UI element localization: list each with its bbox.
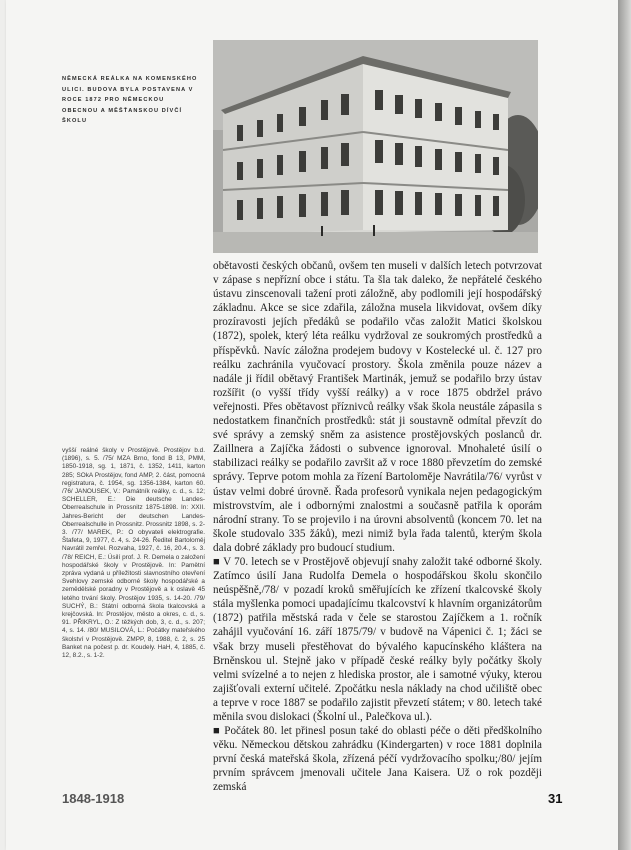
building-photo [213, 40, 538, 253]
main-body-text [213, 259, 542, 795]
body-paragraph-text: V 70. letech se v Prostějově objevují snahy založit také odborné školy. Zatímco úsilí Jana Rudolfa Demela o hospodářskou školu skončilo neúspěšně,/78/ v pozadí kroků směřujících ke zřízení tkalcovské školy stála myšlenka pomoci upadajícímu tkalcovství k hlavním organizátorům (1872) patřila městská rada v čele se starostou Zajíčkem a 1. ročník zahájil vyučování 16. září 1875/79/ v budově na Vápenici č. 1; žáci se však brzy museli přestěhovat do bývalého kapucínského kláštera na Brněnskou ul. Stejně jako v případě české reálky byly počátky školy velmi svízelné a to nejen z hlediska prostor, ale i samotné výuky, kterou zajišťovali externí učitelé. Zpočátku nesla náklady na chod učiliště obec a teprve v roce 1887 se podařilo zajistit převzetí státem; v 80. letech také měnila svou dislokaci (Školní ul., Palečkova ul.). [213, 555, 542, 723]
body-paragraph: obětavosti českých občanů, ovšem ten museli v dalších letech potvrzovat v zápase s nepřízní obce i státu. Ta šla tak daleko, že nepřátelé českého ústavu zinscenovali tažení proti záložně, aby podlomili její hospodářský základnu. Akce se sice zdařila, záložna musela likvidovat, ovšem díky prozíravosti jejích předáků se podařilo včas založit Matici školskou (1872), spolek, který léta reálku vydržoval ze soukromých prostředků a příspěvků. Navíc záložna prodejem budovy v Kostelecké ul. č. 127 pro reálku zachránila vyučovací prostory. Škola změnila pouze název a nadále ji řídil obětavý František Martinák, jemuž se podařilo brzy ústav rozšířit (o vyšší třídy vyšší reálky) a v roce 1875 obdržel právo veřejnosti. Přes obětavost příznivců reálky však škola neustále zápasila s nedostatkem finančních prostředků: stát ji soustavně odmítal převzít do své správy a zemský sněm za asistence prostějovských poslanců dr. Zaillnera a Zajíčka žádosti o subvence ignoroval. Mnohaleté úsilí o stabilizaci reálky se podařilo završit až v roce 1880 převzetím do zemské správy. Teprve potom mohla za řízení Bartoloměje Navrátila/76/ vyrůst v ústav velmi dobré úrovně. Řada profesorů vynikala nejen pedagogickým mistrovstvím, ale i odbornými znalostmi a současně patřila k oporám národní strany. To se projevilo i na úrovni absolventů (koncem 70. let na škole studovalo 335 žáků), mezi nimiž byla řada talentů, kterým škola dala dobré základy pro budoucí studium. [213, 260, 542, 554]
building-photo-illustration [213, 40, 538, 253]
page-edge-shadow [618, 0, 631, 850]
body-paragraph: ■ Počátek 80. let přinesl posun také do oblasti péče o děti předškolního věku. Německou dětskou zahrádku (Kindergarten) v roce 1881 doplnila první česká mateřská škola, zřízená péčí vydržovacího spolku;/80/ jejím prvním správcem jmenovali učitele Jana Kaisera. Už o rok později zemská [213, 725, 542, 794]
photo-caption: NĚMECKÁ REÁLKA NA KOMENSKÉHO ULICI. BUDOVA BYLA POSTAVENA V ROCE 1872 PRO NĚMECKOU OBECNOU A MĚŠŤANSKOU DÍVČÍ ŠKOLU [62, 76, 198, 124]
footer-period: 1848-1918 [62, 791, 125, 806]
page-number: 31 [548, 791, 563, 806]
footnotes-column: vyšší reálné školy v Prostějově. Prostějov b.d. (1896), s. 5. /75/ MZA Brno, fond B 13, PMM, 1850-1918, sg. 1, 1871, č. 1352, 1411, karton 285; SOkA Prostějov, fond AMP, 2. část, pomocná registratura, č. 1954, sg. 1356-1384, karton 60. /76/ JANOUSEK, V.: Památník reálky, c. d., s. 12; SCHELLER, E.: Die deutsche Landes-Oberrealschule in Prossnitz 1875-1898. In: XXII. Jahres-Bericht der deutschen Landes-Oberrealschulle in Prossnitz. Prossnitz 1898, s. 2-3. /77/ MAREK, P.: O obyvateli elektrografie. Štafeta, 9, 1977, č. 4, s. 24-26. Ředitel Bartoloměj Navrátil zemřel. Rozvaha, 1927, č. 16, 20.4., s. 3. /78/ REICH, E.: Úsilí prof. J. R. Demela o založení hospodářské školy v Prostějově. In: Pamětní zpráva vydaná u příležitosti slavnostního otevření Svehlovy zemské odborné školy hospodářské a zemědělské poradny v Prostějově a k oslavě 45 letého trvání školy. Prostějov 1935, s. 14-20. /79/ SUCHÝ, B.: Státní odborná škola tkalcovská a krejčovská. In: Prostějov, město a okres, c. d., s. 91. PŘIKRYL, O.: Z těžkých dob, 3, c. d., s. 207; 4, s. 14. /80/ MUSILOVÁ, L.: Počátky mateřského školství v Prostějově. ZMPP, 8, 1988, č. 2, s. 25 Banket na počest p. dr. Koudely. HaH, 4, 1885, č. 12, 8.2., s. 1-2. [62, 447, 205, 660]
body-paragraph-text: Počátek 80. let přinesl posun také do oblasti péče o děti předškolního věku. Německou dětskou zahrádku (Kindergarten) v roce 1881 doplnila první česká mateřská škola, zřízená péčí vydržovacího spolku;/80/ jejím prvním správcem jmenovali učitele Jana Kaisera. Už o rok později zemská [213, 725, 542, 794]
body-paragraph: ■ V 70. letech se v Prostějově objevují snahy založit také odborné školy. Zatímco úsilí Jana Rudolfa Demela o hospodářskou školu skončilo neúspěšně,/78/ v pozadí kroků směřujících ke zřízení tkalcovské školy stála myšlenka pomoci upadajícímu tkalcovství k hlavním organizátorům (1872) patřila městská rada v čele se starostou Zajíčkem a 1. ročník zahájil vyučování 16. září 1875/79/ v budově na Vápenici č. 1; žáci se však brzy museli přestěhovat do bývalého kapucínského kláštera na Brněnskou ul. Stejně jako v případě české reálky byly počátky školy velmi svízelné a to nejen z hlediska prostor, ale i samotné výuky, kterou zajišťovali externí učitelé. Zpočátku nesla náklady na chod učiliště obec a teprve v roce 1887 se podařilo zajistit převzetí státem; v 80. letech také měnila svou dislokaci (Školní ul., Palečkova ul.). [213, 555, 542, 723]
